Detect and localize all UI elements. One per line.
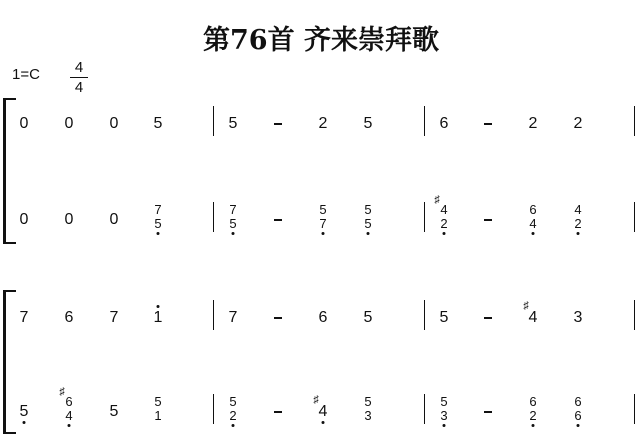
octave-dot-below: [232, 232, 235, 235]
sustain-dash: [274, 317, 282, 319]
octave-dot-above: [157, 305, 160, 308]
note: 2: [318, 115, 328, 132]
octave-dot-below: [532, 232, 535, 235]
note: 2: [574, 216, 582, 231]
note: 0: [109, 211, 119, 228]
octave-dot-below: [322, 232, 325, 235]
sharp-sign: ♯: [59, 386, 65, 398]
octave-dot-below: [532, 424, 535, 427]
note: 2: [229, 408, 237, 423]
note: 6: [64, 309, 74, 326]
note: 5: [153, 115, 163, 132]
barline: [634, 300, 635, 330]
note: 6: [574, 408, 582, 423]
sustain-dash: [274, 219, 282, 221]
sharp-sign: ♯: [523, 300, 529, 312]
octave-dot-below: [443, 232, 446, 235]
note: 5: [229, 394, 237, 409]
octave-dot-below: [443, 424, 446, 427]
octave-dot-below: [322, 421, 325, 424]
note: 1: [154, 408, 162, 423]
note: 6: [65, 394, 73, 409]
note: 4: [528, 309, 538, 326]
sustain-dash: [274, 411, 282, 413]
system-1-brace: [3, 98, 16, 244]
barline: [424, 394, 425, 424]
barline: [213, 300, 214, 330]
note: 4: [65, 408, 73, 423]
octave-dot-below: [232, 424, 235, 427]
note: 3: [573, 309, 583, 326]
note: 5: [364, 394, 372, 409]
note: 5: [364, 216, 372, 231]
time-signature: [70, 58, 88, 97]
note: 7: [229, 202, 237, 217]
sustain-dash: [484, 219, 492, 221]
note: 6: [439, 115, 449, 132]
sharp-sign: ♯: [434, 194, 440, 206]
note: 5: [319, 202, 327, 217]
note: 2: [528, 115, 538, 132]
barline: [213, 202, 214, 232]
barline: [424, 106, 425, 136]
time-signature-line: [70, 77, 88, 78]
sustain-dash: [484, 411, 492, 413]
note: 3: [440, 408, 448, 423]
note: 2: [529, 408, 537, 423]
note: 5: [364, 202, 372, 217]
note: 0: [19, 211, 29, 228]
note: 4: [574, 202, 582, 217]
note: 1: [153, 309, 163, 326]
note: 4: [318, 403, 328, 420]
note: 2: [573, 115, 583, 132]
barline: [634, 394, 635, 424]
key-signature: 1=C: [12, 66, 40, 83]
time-signature-top: 4: [74, 59, 84, 76]
barline: [213, 394, 214, 424]
sustain-dash: [484, 123, 492, 125]
note: 7: [319, 216, 327, 231]
note: 0: [109, 115, 119, 132]
octave-dot-below: [23, 421, 26, 424]
note: 6: [318, 309, 328, 326]
time-signature-bottom: 4: [74, 79, 84, 96]
song-title: 第76首 齐来崇拜歌: [203, 25, 439, 56]
barline: [634, 202, 635, 232]
note: 6: [529, 394, 537, 409]
octave-dot-below: [157, 232, 160, 235]
octave-dot-below: [577, 232, 580, 235]
sustain-dash: [484, 317, 492, 319]
note: 5: [154, 216, 162, 231]
barline: [424, 202, 425, 232]
sustain-dash: [274, 123, 282, 125]
note: 5: [363, 309, 373, 326]
note: 7: [154, 202, 162, 217]
note: 5: [154, 394, 162, 409]
octave-dot-below: [68, 424, 71, 427]
note: 0: [19, 115, 29, 132]
barline: [634, 106, 635, 136]
system-2-brace: [3, 290, 16, 434]
note: 3: [364, 408, 372, 423]
note: 4: [440, 202, 448, 217]
octave-dot-below: [577, 424, 580, 427]
note: 5: [228, 115, 238, 132]
note: 5: [19, 403, 29, 420]
note: 7: [228, 309, 238, 326]
note: 7: [109, 309, 119, 326]
note: 5: [229, 216, 237, 231]
note: 0: [64, 115, 74, 132]
octave-dot-below: [367, 232, 370, 235]
note: 5: [439, 309, 449, 326]
barline: [213, 106, 214, 136]
note: 0: [64, 211, 74, 228]
note: 6: [574, 394, 582, 409]
note: 5: [440, 394, 448, 409]
note: 5: [109, 403, 119, 420]
note: 4: [529, 216, 537, 231]
note: 7: [19, 309, 29, 326]
note: 5: [363, 115, 373, 132]
barline: [424, 300, 425, 330]
sharp-sign: ♯: [313, 394, 319, 406]
note: 2: [440, 216, 448, 231]
note: 6: [529, 202, 537, 217]
